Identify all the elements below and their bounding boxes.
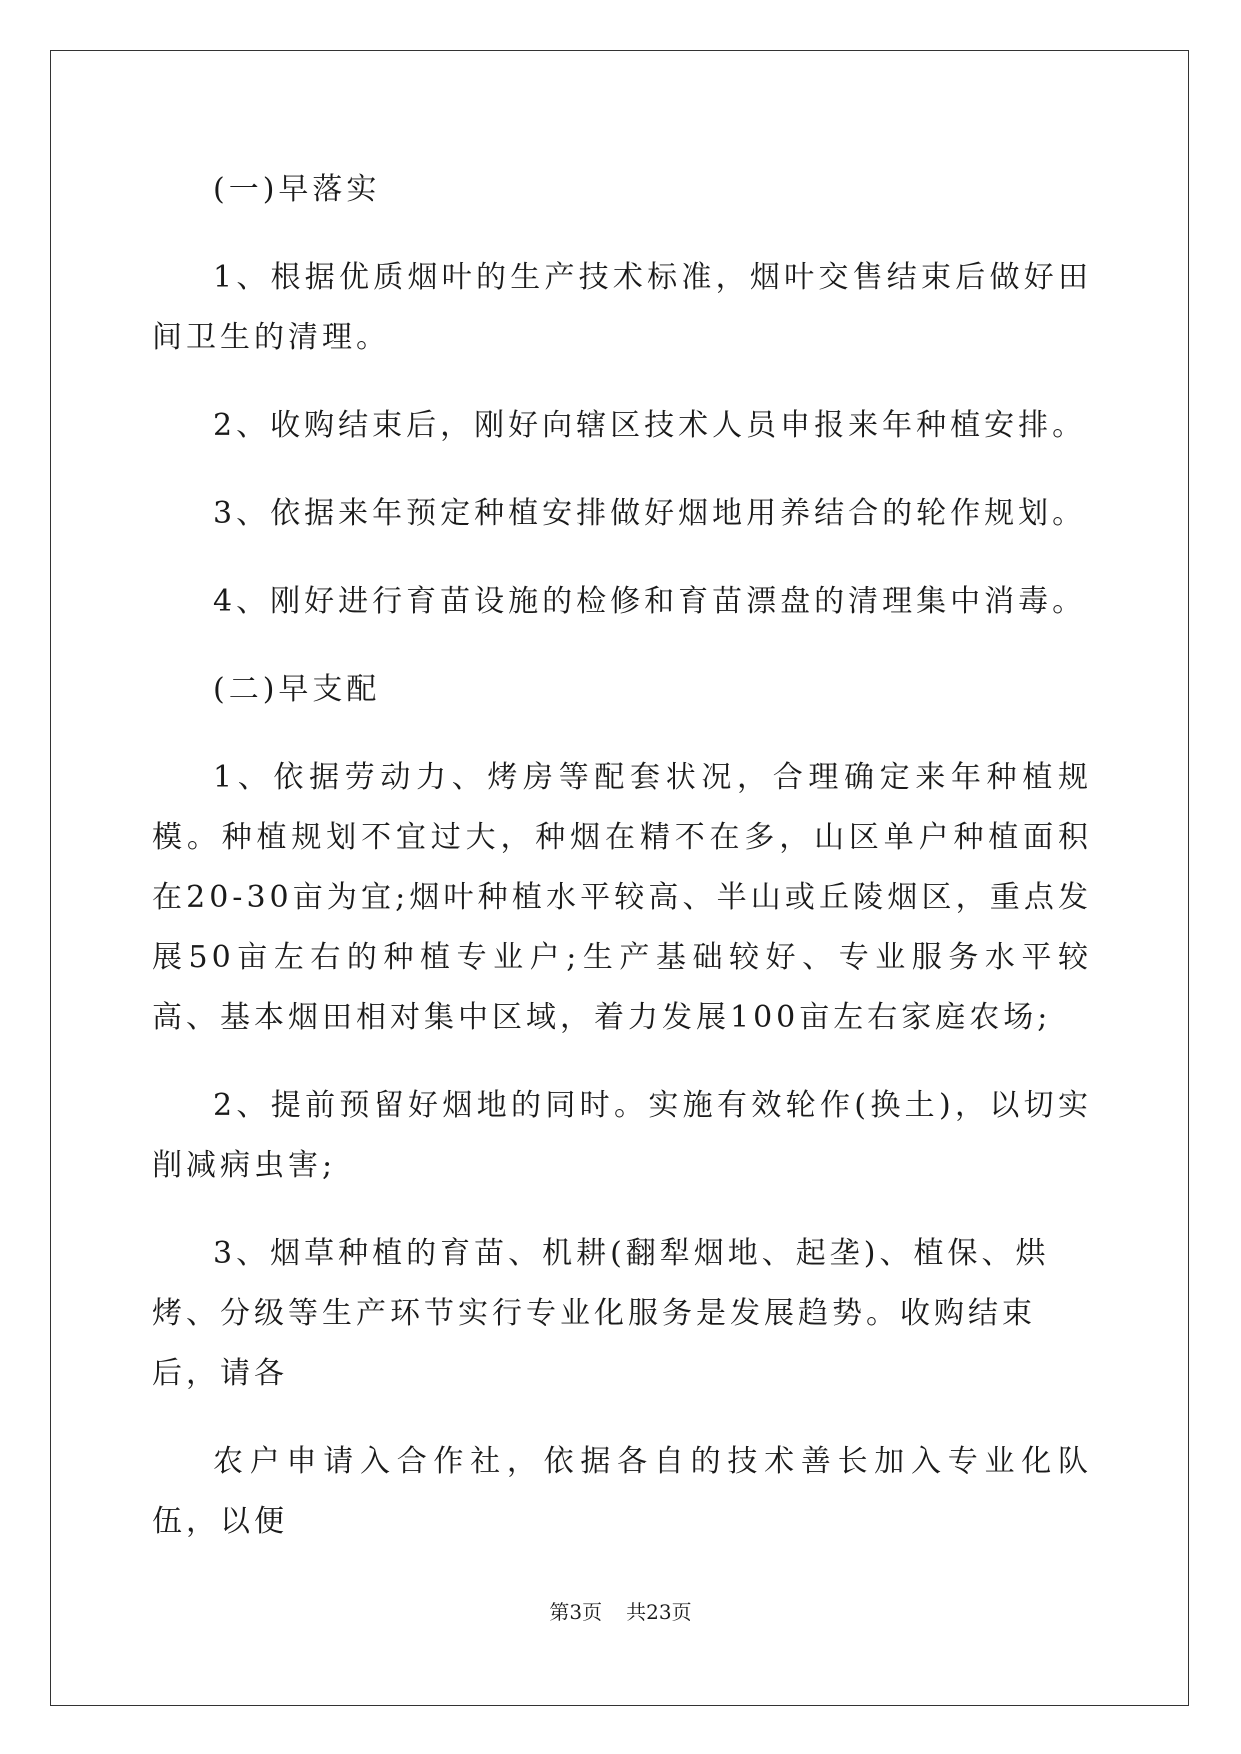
- document-body: [152, 160, 1092, 1580]
- paragraph-item: 3、烟草种植的育苗、机耕(翻犁烟地、起垄)、植保、烘烤、分级等生产环节实行专业化服务是发展趋势。收购结束后，请各: [152, 1236, 1050, 1391]
- section-heading-early-arrangement: (二)早支配: [213, 672, 381, 707]
- page-total: 共23页: [626, 1600, 692, 1624]
- paragraph-item: 农户申请入合作社，依据各自的技术善长加入专业化队伍，以便: [152, 1444, 1092, 1539]
- paragraph-item: 4、刚好进行育苗设施的检修和育苗漂盘的清理集中消毒。: [213, 584, 1087, 619]
- section-heading-early-implementation: (一)早落实: [213, 172, 381, 207]
- paragraph-item: 1、根据优质烟叶的生产技术标准，烟叶交售结束后做好田间卫生的清理。: [152, 260, 1092, 355]
- paragraph-item: 3、依据来年预定种植安排做好烟地用养结合的轮作规划。: [213, 496, 1087, 531]
- page-number: 第3页: [549, 1600, 603, 1624]
- paragraph-item: 1、依据劳动力、烤房等配套状况，合理确定来年种植规模。种植规划不宜过大，种烟在精不在多，山区单户种植面积在20-30亩为宜;烟叶种植水平较高、半山或丘陵烟区，重点发展50亩左右的种植专业户;生产基础较好、专业服务水平较高、基本烟田相对集中区域，着力发展100亩左右家庭农场;: [152, 760, 1092, 1035]
- paragraph-item: 2、收购结束后，刚好向辖区技术人员申报来年种植安排。: [213, 408, 1087, 443]
- paragraph-item: 2、提前预留好烟地的同时。实施有效轮作(换土)，以切实削减病虫害;: [152, 1088, 1092, 1183]
- page-footer: [0, 1596, 1241, 1625]
